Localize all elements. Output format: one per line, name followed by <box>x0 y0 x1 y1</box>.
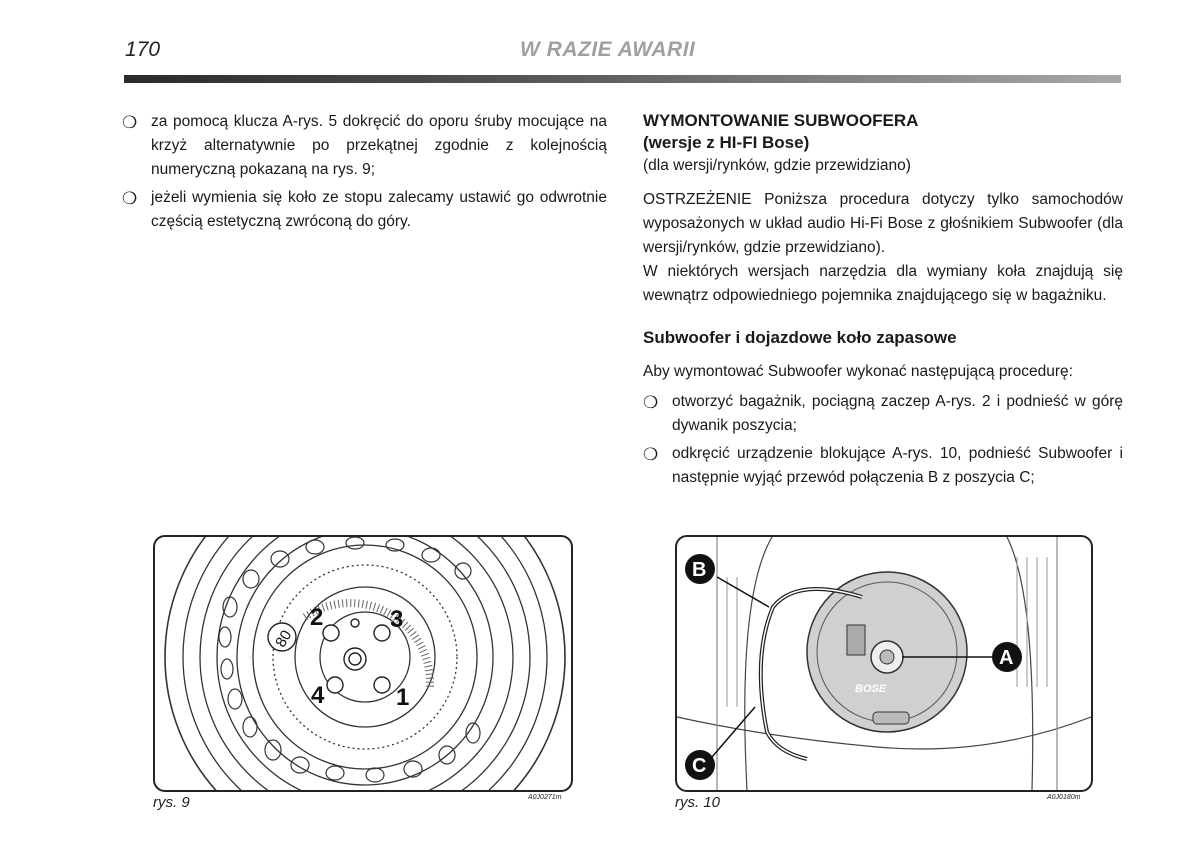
warning-text: OSTRZEŻENIE Poniższa procedura dotyczy tylko samochodów wyposażonych w układ audio Hi-Fi Bose z głośnikiem Subwoofer (dla wersji/rynków, gdzie przewidziano). <box>643 191 1123 256</box>
subsection-heading: Subwoofer i dojazdowe koło zapasowe <box>643 328 957 347</box>
figure-10-code: A0J0180m <box>1047 794 1081 801</box>
figure-9-code: A0J0271m <box>528 794 562 801</box>
availability-note: (dla wersji/rynków, gdzie przewidziano) <box>643 157 911 174</box>
subwoofer-heading: WYMONTOWANIE SUBWOOFERA <box>643 111 919 130</box>
tyre-marking: 80 <box>272 627 296 651</box>
bolt-label-1: 1 <box>396 684 410 711</box>
list-item-text: otworzyć bagażnik, pociągną zaczep A-rys. 2 i podnieść w górę dywanik poszycia; <box>672 393 1123 434</box>
list-item-text: za pomocą klucza A-rys. 5 dokręcić do oporu śruby mocujące na krzyż alternatywnie po przekątnej zgodnie z kolejnością numeryczną pokazaną na rys. 9; <box>151 113 607 178</box>
callout-c: C <box>692 755 707 777</box>
list-item <box>643 442 1123 490</box>
left-column <box>122 110 607 238</box>
page-number: 170 <box>125 38 161 61</box>
header-rule <box>124 75 1121 83</box>
bullet-icon: ❍ <box>643 393 659 412</box>
bullet-icon: ❍ <box>643 445 659 464</box>
procedure-intro: Aby wymontować Subwoofer wykonać następującą procedurę: <box>643 363 1073 380</box>
right-column <box>643 110 1123 494</box>
callout-b: B <box>692 559 707 581</box>
bolt-label-3: 3 <box>390 606 404 633</box>
list-item-text: odkręcić urządzenie blokujące A-rys. 10, podnieść Subwoofer i następnie wyjąć przewód połączenia B z poszycia C; <box>672 445 1123 486</box>
subwoofer-drawing <box>677 537 1091 790</box>
subwoofer-heading-version: (wersje z HI-FI Bose) <box>643 133 810 152</box>
bullet-icon: ❍ <box>122 189 138 208</box>
list-item <box>122 110 607 182</box>
section-title: W RAZIE AWARII <box>520 38 696 61</box>
list-item-text: jeżeli wymienia się koło ze stopu zalecamy ustawić go odwrotnie częścią estetyczną zwróconą do góry. <box>151 189 607 230</box>
list-item <box>643 390 1123 438</box>
bolt-label-2: 2 <box>310 604 324 631</box>
bose-logo: BOSE <box>855 683 887 695</box>
figure-9-caption: rys. 9 <box>153 794 190 811</box>
figure-10-subwoofer-illustration <box>675 535 1093 792</box>
figure-9-wheel-illustration <box>153 535 573 792</box>
bolt-label-4: 4 <box>311 682 325 709</box>
callout-a: A <box>999 647 1014 669</box>
figure-10-caption: rys. 10 <box>675 794 721 811</box>
list-item <box>122 186 607 234</box>
bullet-icon: ❍ <box>122 113 138 132</box>
wheel-drawing <box>155 537 571 790</box>
tools-note: W niektórych wersjach narzędzia dla wymiany koła znajdują się wewnątrz odpowiedniego pojemnika znajdującego się w bagażniku. <box>643 263 1123 304</box>
